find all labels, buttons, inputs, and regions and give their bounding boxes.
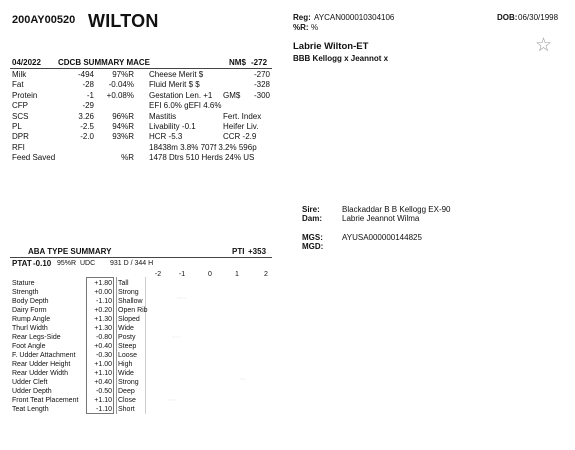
cdcb-date: 04/2022 (12, 58, 41, 67)
cdcb-title: CDCB SUMMARY MACE (58, 58, 150, 67)
cdcb-row-index: HCR -5.3 (149, 132, 183, 142)
trait-descriptor: High (118, 361, 133, 368)
pct-r-value: % (311, 23, 319, 32)
type-trait-row (12, 316, 152, 324)
trait-descriptor: Short (118, 406, 135, 413)
ptat-value: -0.10 (33, 259, 52, 268)
dam-label: Dam: (302, 214, 323, 223)
graph-artifact: ~~~ (168, 398, 177, 404)
cdcb-row-index: EFI 6.0% gEFI 4.6% (149, 101, 222, 111)
type-trait-row (12, 352, 152, 360)
trait-descriptor: Close (118, 397, 136, 404)
trait-name: Udder Cleft (12, 379, 48, 386)
trait-value: -1.10 (96, 298, 112, 305)
cdcb-row-index: 1478 Dtrs 510 Herds 24% US (149, 153, 255, 163)
mgs-label: MGS: (302, 233, 323, 242)
cdcb-row-index: 18438m 3.8% 707f 3.2% 596p (149, 142, 257, 152)
cdcb-row-value: 3.26 (78, 111, 94, 121)
cdcb-row-value: -28 (82, 80, 94, 90)
registered-full-name: Labrie Wilton-ET (293, 41, 369, 52)
ptat-reliability: 95%R (57, 260, 77, 267)
daughters-herds: 931 D / 344 H (110, 260, 154, 267)
cdcb-row-index: Mastitis (149, 111, 177, 121)
cdcb-divider (10, 68, 272, 69)
cdcb-row-value: -29 (82, 101, 94, 111)
trait-value: +1.00 (94, 361, 112, 368)
pti-value: +353 (248, 247, 267, 256)
cdcb-row-extra: Heifer Liv. (223, 122, 259, 131)
type-trait-row (12, 388, 152, 396)
trait-descriptor: Loose (118, 352, 138, 359)
ptat-udc: UDC (80, 260, 96, 267)
trait-name: Rear Legs-Side (12, 334, 61, 341)
trait-value: +1.80 (94, 280, 112, 287)
graph-artifact: ~~~ (177, 296, 186, 302)
cdcb-row-pct: -0.04% (108, 80, 134, 90)
type-trait-row (12, 307, 152, 315)
mgs-value: AYUSA000000144825 (342, 233, 422, 242)
scale-tick-label: 0 (208, 271, 212, 278)
trait-name: Front Teat Placement (12, 397, 79, 404)
type-trait-row (12, 289, 152, 297)
mgd-label: MGD: (302, 242, 324, 251)
aba-title: ABA TYPE SUMMARY (28, 247, 112, 256)
trait-value: -1.10 (96, 406, 112, 413)
trait-name: Teat Length (12, 406, 49, 413)
graph-artifact: ~~~ (172, 335, 181, 341)
type-trait-row (12, 280, 152, 288)
cdcb-row-pct: 94%R (112, 122, 134, 131)
cdcb-row-index: Gestation Len. +1 (149, 90, 213, 100)
cdcb-row-pct: +0.08% (106, 90, 134, 100)
cdcb-row-label: PL (12, 122, 22, 131)
type-trait-row (12, 406, 152, 414)
animal-name: WILTON (88, 11, 159, 31)
trait-descriptor: Strong (118, 379, 139, 386)
cdcb-row-label: DPR (12, 132, 29, 142)
trait-descriptor: Tall (118, 280, 129, 287)
trait-descriptor: Shallow (118, 298, 143, 305)
aba-divider (10, 257, 272, 258)
cdcb-row-value: -2.0 (80, 132, 94, 142)
trait-name: Udder Depth (12, 388, 52, 395)
reg-label: Reg: (293, 13, 311, 22)
type-trait-row (12, 298, 152, 306)
cdcb-row-label: Feed Saved (12, 153, 56, 163)
cdcb-row-label: RFI (12, 142, 25, 152)
cdcb-row-label: Milk (12, 70, 27, 79)
cdcb-row-extra: Fert. Index (223, 111, 262, 121)
scale-tick-label: -2 (154, 271, 162, 278)
trait-value: +0.20 (94, 307, 112, 314)
cdcb-row-label: Protein (12, 90, 38, 100)
nm-value: -272 (251, 58, 268, 67)
cdcb-row-extra: CCR -2.9 (223, 132, 257, 142)
reg-value: AYCAN000010304106 (314, 13, 395, 22)
cdcb-row-value: -1 (86, 90, 94, 100)
cdcb-row-value: -494 (77, 70, 94, 79)
trait-name: Rear Udder Height (12, 361, 71, 368)
scale-tick-label: -1 (178, 271, 186, 278)
trait-descriptor: Posty (118, 334, 136, 341)
trait-descriptor: Sloped (118, 316, 140, 323)
trait-name: F. Udder Attachment (12, 352, 76, 359)
cdcb-row-pct: %R (121, 153, 134, 163)
type-trait-row (12, 379, 152, 387)
type-trait-row (12, 334, 152, 342)
pti-label: PTI (232, 247, 245, 256)
trait-value: +0.40 (94, 379, 112, 386)
dob-label: DOB: (497, 13, 518, 22)
type-trait-row (12, 343, 152, 351)
trait-name: Stature (12, 280, 35, 287)
trait-value: +1.10 (94, 370, 112, 377)
cdcb-row-index: Livability -0.1 (149, 122, 196, 131)
type-trait-row (12, 370, 152, 378)
ptat-label: PTAT (12, 259, 32, 268)
trait-descriptor: Wide (118, 325, 134, 332)
cdcb-row-pct: 96%R (112, 111, 134, 121)
pct-r-label: %R: (293, 23, 309, 32)
trait-descriptor: Open Rib (118, 307, 148, 314)
cdcb-row-label: Fat (12, 80, 24, 90)
cdcb-row-label: SCS (12, 111, 29, 121)
cdcb-row-index-value: -270 (253, 70, 270, 79)
scale-tick-label: 1 (235, 271, 239, 278)
cdcb-row-label: CFP (12, 101, 28, 111)
scale-tick-label: 2 (264, 271, 268, 278)
type-trait-row (12, 325, 152, 333)
cdcb-row-index: Fluid Merit $ $ (149, 80, 200, 90)
trait-value: -0.80 (96, 334, 112, 341)
trait-name: Foot Angle (12, 343, 46, 350)
trait-value: +0.40 (94, 343, 112, 350)
trait-value: -0.50 (96, 388, 112, 395)
trait-name: Thurl Width (12, 325, 48, 332)
trait-value: +1.30 (94, 316, 112, 323)
sire-name: Blackaddar B B Kellogg EX-90 (342, 205, 451, 214)
cdcb-row-extra-value: -300 (253, 90, 270, 100)
cdcb-row-pct: 93%R (112, 132, 134, 142)
sire-label: Sire: (302, 205, 320, 214)
favorite-star-icon[interactable]: ☆ (535, 34, 553, 56)
type-trait-row (12, 361, 152, 369)
trait-name: Rump Angle (12, 316, 51, 323)
nm-label: NM$ (229, 58, 246, 67)
trait-name: Rear Udder Width (12, 370, 69, 377)
trait-value: +1.30 (94, 325, 112, 332)
trait-descriptor: Strong (118, 289, 139, 296)
cdcb-row-pct: 97%R (112, 70, 134, 79)
cdcb-row-index-value: -328 (253, 80, 270, 90)
pedigree-short: BBB Kellogg x Jeannot x (293, 54, 389, 63)
trait-name: Body Depth (12, 298, 49, 305)
trait-descriptor: Deep (118, 388, 135, 395)
trait-value: +0.00 (94, 289, 112, 296)
registration-id: 200AY00520 (12, 14, 76, 26)
dob-value: 06/30/1998 (518, 13, 559, 22)
trait-name: Dairy Form (12, 307, 47, 314)
trait-descriptor: Wide (118, 370, 134, 377)
trait-descriptor: Steep (118, 343, 137, 350)
dam-name: Labrie Jeannot Wilma (342, 214, 420, 223)
trait-value: +1.10 (94, 397, 112, 404)
cdcb-row-value: -2.5 (80, 122, 94, 131)
type-trait-row (12, 397, 152, 405)
cdcb-row-extra: GM$ (223, 90, 241, 100)
trait-name: Strength (12, 289, 39, 296)
graph-artifact: ~~ (240, 377, 246, 383)
cdcb-row-index: Cheese Merit $ (149, 70, 204, 79)
trait-value: -0.30 (96, 352, 112, 359)
